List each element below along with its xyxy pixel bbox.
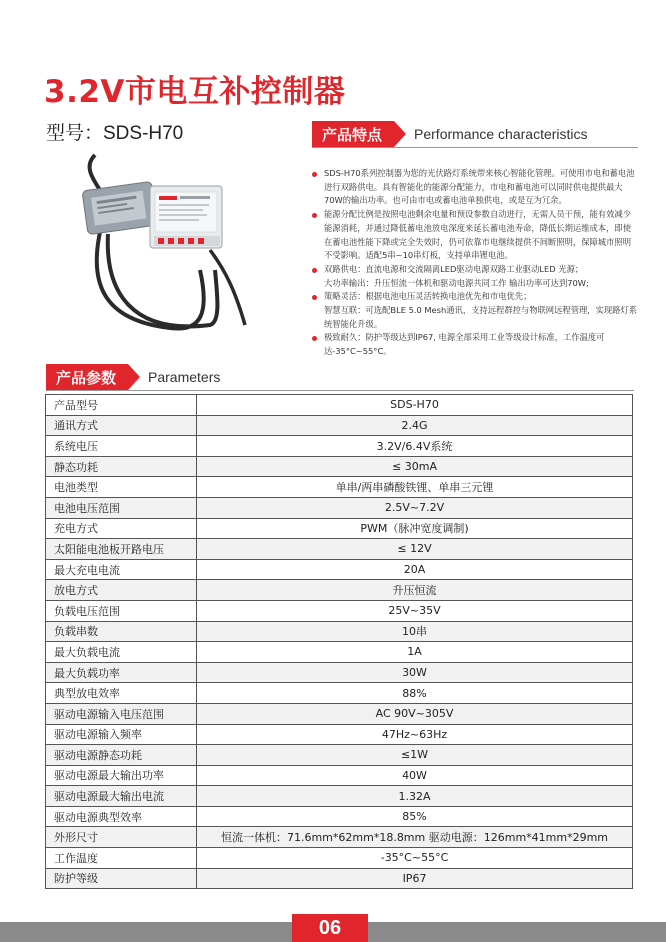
param-value: ≤1W — [197, 745, 633, 766]
table-row — [46, 827, 633, 848]
param-name: 负载串数 — [46, 621, 197, 642]
param-name: 负载电压范围 — [46, 600, 197, 621]
param-name: 静态功耗 — [46, 456, 197, 477]
param-value: 20A — [197, 559, 633, 580]
param-value: 升压恒流 — [197, 580, 633, 601]
param-name: 驱动电源静态功耗 — [46, 745, 197, 766]
product-image — [60, 150, 290, 350]
features-en-title: Performance characteristics — [414, 126, 588, 142]
feature-item — [312, 208, 638, 263]
table-row — [46, 497, 633, 518]
page-number: 06 — [292, 914, 368, 942]
table-row — [46, 868, 633, 889]
param-value: 47Hz~63Hz — [197, 724, 633, 745]
param-name: 外形尺寸 — [46, 827, 197, 848]
param-name: 典型放电效率 — [46, 683, 197, 704]
feature-item — [312, 263, 638, 277]
table-row — [46, 436, 633, 457]
param-value: 2.5V~7.2V — [197, 497, 633, 518]
params-en-title: Parameters — [148, 369, 221, 385]
param-value: 2.4G — [197, 415, 633, 436]
param-name: 工作温度 — [46, 848, 197, 869]
features-section-header — [312, 121, 588, 147]
table-row — [46, 848, 633, 869]
param-name: 产品型号 — [46, 395, 197, 416]
feature-text: 极致耐久：防护等级达到IP67, 电源全部采用工业等级设计标准，工作温度可达-35°C~55°C。 — [324, 332, 605, 357]
table-row — [46, 395, 633, 416]
table-row — [46, 662, 633, 683]
param-name: 充电方式 — [46, 518, 197, 539]
table-row — [46, 703, 633, 724]
param-name: 通讯方式 — [46, 415, 197, 436]
features-list — [312, 167, 638, 359]
table-row — [46, 518, 633, 539]
param-name: 最大负载电流 — [46, 642, 197, 663]
feature-item — [312, 167, 638, 208]
param-value: 25V~35V — [197, 600, 633, 621]
param-name: 电池类型 — [46, 477, 197, 498]
param-name: 驱动电源输入频率 — [46, 724, 197, 745]
param-value: PWM（脉冲宽度调制) — [197, 518, 633, 539]
table-row — [46, 683, 633, 704]
param-value: 恒流一体机：71.6mm*62mm*18.8mm 驱动电源：126mm*41mm*29mm — [197, 827, 633, 848]
params-badge: 产品参数 — [46, 364, 128, 390]
param-name: 驱动电源最大输出电流 — [46, 786, 197, 807]
feature-text: 能源分配比例是按照电池剩余电量和预设参数自动进行，无需人员干预，能有效减少能源消耗，并通过降低蓄电池放电深度来延长蓄电池寿命，降低长期运维成本，即使在蓄电池性能下降或完全失效时，仍可依靠市电继续提供不间断照明，保障城市照明不受影响。适配5串~10串灯板，支持单串锂电池。 — [324, 209, 631, 261]
param-name: 驱动电源输入电压范围 — [46, 703, 197, 724]
bullet-dot-icon — [312, 295, 317, 300]
bullet-dot-icon — [312, 268, 317, 273]
feature-text: 策略灵活：根据电池电压灵活转换电池优先和市电优先； — [324, 291, 532, 302]
param-value: SDS-H70 — [197, 395, 633, 416]
param-name: 太阳能电池板开路电压 — [46, 539, 197, 560]
table-row — [46, 786, 633, 807]
feature-text: 大功率输出：升压恒流一体机和驱动电源共同工作 输出功率可达到70W; — [324, 277, 589, 288]
feature-item — [312, 304, 638, 331]
bullet-dot-icon — [312, 336, 317, 341]
param-value: ≤ 12V — [197, 539, 633, 560]
feature-item — [312, 290, 638, 304]
param-name: 电池电压范围 — [46, 497, 197, 518]
param-value: 40W — [197, 765, 633, 786]
table-row — [46, 745, 633, 766]
table-row — [46, 559, 633, 580]
param-value: 30W — [197, 662, 633, 683]
features-badge: 产品特点 — [312, 121, 394, 147]
param-value: IP67 — [197, 868, 633, 889]
param-value: 85% — [197, 806, 633, 827]
params-section-header — [46, 364, 220, 390]
table-row — [46, 765, 633, 786]
param-value: ≤ 30mA — [197, 456, 633, 477]
table-row — [46, 600, 633, 621]
param-name: 最大充电电流 — [46, 559, 197, 580]
feature-item — [312, 331, 638, 358]
params-divider — [46, 390, 634, 391]
feature-text: 双路供电：直流电源和交流隔离LED驱动电源双路工业驱动LED 光源； — [324, 263, 584, 274]
table-row — [46, 539, 633, 560]
param-value: 1.32A — [197, 786, 633, 807]
param-value: AC 90V~305V — [197, 703, 633, 724]
param-value: 1A — [197, 642, 633, 663]
param-name: 最大负载功率 — [46, 662, 197, 683]
param-name: 系统电压 — [46, 436, 197, 457]
params-table — [45, 394, 633, 889]
param-value: 3.2V/6.4V系统 — [197, 436, 633, 457]
table-row — [46, 724, 633, 745]
table-row — [46, 477, 633, 498]
bullet-dot-icon — [312, 172, 317, 177]
features-divider — [312, 147, 638, 148]
param-value: 10串 — [197, 621, 633, 642]
feature-text: SDS-H70系列控制器为您的光伏路灯系统带来核心智能化管理。可使用市电和蓄电池进行双路供电。具有智能化的能源分配能力，市电和蓄电池可以同时供电提供最大70W的输出功率。也可由市电或蓄电池单独供电，或是互为冗余。 — [324, 168, 635, 206]
model-number: 型号：SDS-H70 — [46, 123, 184, 144]
table-row — [46, 642, 633, 663]
table-row — [46, 806, 633, 827]
param-value: 88% — [197, 683, 633, 704]
table-row — [46, 456, 633, 477]
table-row — [46, 415, 633, 436]
param-name: 放电方式 — [46, 580, 197, 601]
feature-text: 智慧互联：可选配BLE 5.0 Mesh通讯，支持远程群控与物联网远程管理，实现路灯系统智能化升级。 — [324, 305, 638, 329]
table-row — [46, 621, 633, 642]
bullet-dot-icon — [312, 213, 317, 218]
param-value: -35°C~55°C — [197, 848, 633, 869]
param-name: 驱动电源最大输出功率 — [46, 765, 197, 786]
table-row — [46, 580, 633, 601]
page-title: 3.2V市电互补控制器 — [44, 74, 346, 110]
param-name: 防护等级 — [46, 868, 197, 889]
feature-item — [312, 277, 638, 291]
param-name: 驱动电源典型效率 — [46, 806, 197, 827]
param-value: 单串/两串磷酸铁锂、单串三元锂 — [197, 477, 633, 498]
